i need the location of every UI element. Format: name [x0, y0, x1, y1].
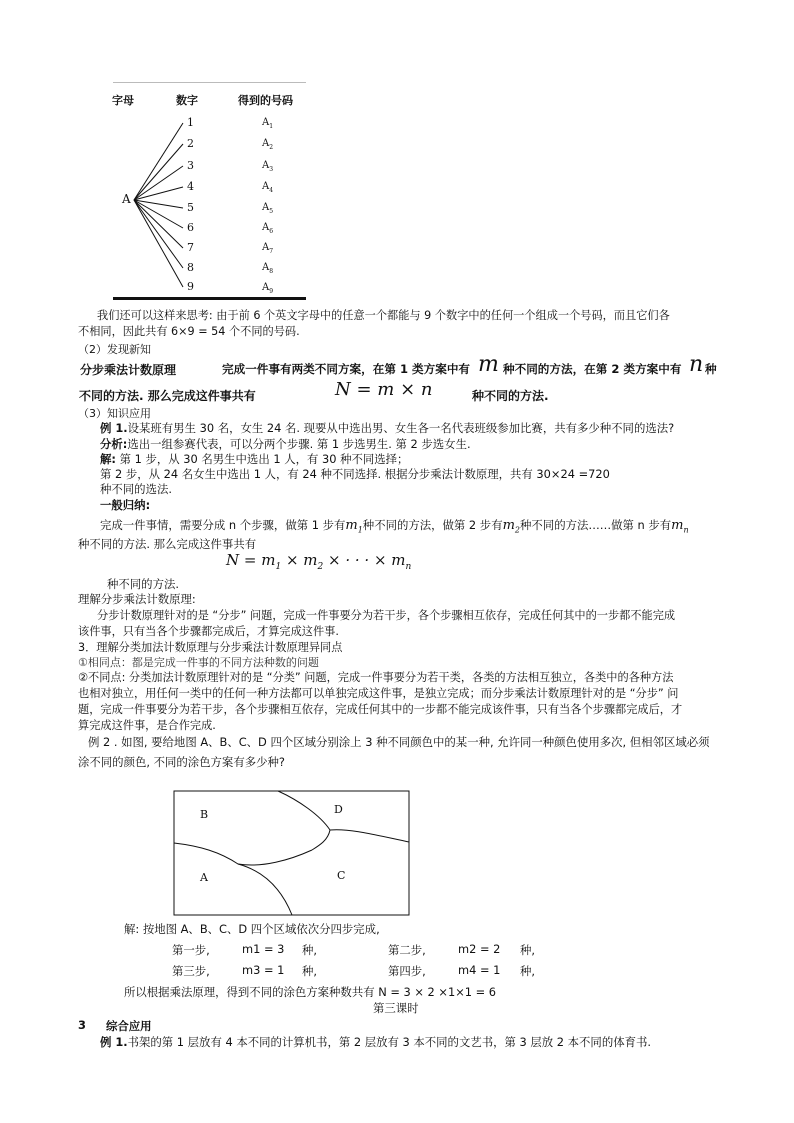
principle-text-2: 种不同的方法，在第 2 类方案中有 — [503, 362, 682, 376]
general-formula: $N = m_1 \times m_2$ × · · · × $m_n$ — [226, 551, 412, 572]
analysis-text: 选出一组参赛代表，可以分两个步骤. 第 1 步选男生. 第 2 步选女生. — [127, 437, 471, 451]
understand-line-2: 该件事，只有当各个步骤都完成后，才算完成这件事. — [78, 625, 339, 638]
compare-diff-4: 算完成这件事，是合作完成. — [78, 719, 216, 732]
section-2-heading: （2）发现新知 — [78, 343, 151, 356]
step-2-value: m2 = 2 — [458, 942, 501, 956]
section-comprehensive-number: 3 — [78, 1018, 86, 1032]
principle-n: n — [689, 352, 704, 377]
code-a7: $A_7$ — [262, 242, 274, 255]
compare-diff-3: 题，完成一件事要分为若干步，各个步骤相互依存，完成任何其中的一步都不能完成该件事，只有当各个步骤都完成后，才 — [78, 703, 683, 716]
example-3-text: 书架的第 1 层放有 4 本不同的计算机书，第 2 层放有 3 本不同的文艺书，第 3 层放 2 本不同的体育书. — [127, 1035, 652, 1049]
digit-9: 9 — [187, 280, 194, 293]
header-code: 得到的号码 — [238, 94, 293, 107]
understand-line-1: 分步计数原理针对的是 “分步” 问题，完成一件事要分为若干步，各个步骤相互依存，完成任何其中的一步都不能完成 — [97, 609, 676, 622]
digit-7: 7 — [187, 241, 194, 254]
example-3-line — [100, 1034, 651, 1050]
step-3-label: 第三步, — [172, 964, 210, 978]
compare-title: 3．理解分类加法计数原理与分步乘法计数原理异同点 — [78, 641, 343, 654]
step-3-unit: 种, — [302, 964, 318, 978]
solution-label: 解: — [100, 452, 116, 466]
code-a9: $A_9$ — [262, 282, 274, 295]
header-digit: 数字 — [176, 94, 198, 107]
code-a8: $A_8$ — [262, 262, 274, 275]
map-boundary-ac — [238, 864, 292, 915]
digit-2: 2 — [187, 137, 194, 150]
lesson-3-title: 第三课时 — [373, 1001, 419, 1015]
tree-root-label: A — [122, 192, 131, 206]
general-m2: $m_2$ — [502, 518, 521, 535]
code-a4: $A_4$ — [262, 181, 274, 194]
region-a-label: A — [200, 871, 208, 884]
example-3-label: 例 1. — [100, 1035, 128, 1049]
example-2-line-2: 涂不同的颜色, 不同的涂色方案有多少种? — [78, 755, 285, 769]
general-text-1b: 种不同的方法，做第 2 步有 — [362, 518, 503, 532]
digit-1: 1 — [187, 116, 194, 129]
understand-title: 理解分步乘法计数原理: — [78, 592, 196, 606]
digit-4: 4 — [187, 180, 194, 193]
region-d-label: D — [334, 803, 343, 816]
general-text-1a: 完成一件事情，需要分成 n 个步骤，做第 1 步有 — [100, 518, 346, 532]
step-2-unit: 种, — [520, 943, 536, 957]
code-a5: $A_5$ — [262, 202, 274, 215]
example-1-sol-3: 种不同的选法. — [100, 482, 172, 496]
digit-5: 5 — [187, 201, 194, 214]
analysis-label: 分析: — [100, 437, 128, 451]
region-b-label: B — [200, 808, 209, 821]
principle-line-2b: 种不同的方法. — [472, 389, 549, 403]
step-1-unit: 种, — [302, 943, 318, 957]
compare-diff-2: 也相对独立，用任何一类中的任何一种方法都可以单独完成这件事，是独立完成；而分步乘法计数原理针对的是 “分步” 问 — [78, 687, 679, 700]
general-mn: $m_n$ — [671, 518, 689, 535]
header-letter: 字母 — [112, 94, 134, 107]
step-2-label: 第二步, — [388, 943, 426, 957]
digit-8: 8 — [187, 261, 194, 274]
map-boundary-dc — [330, 830, 409, 842]
region-c-label: C — [337, 869, 346, 882]
digit-6: 6 — [187, 221, 194, 234]
general-line-2: 种不同的方法. 那么完成这件事共有 — [78, 537, 257, 551]
compare-same: ①相同点：都是完成一件事的不同方法种数的问题 — [78, 656, 319, 669]
general-line-3: 种不同的方法. — [107, 577, 179, 591]
think-line-1: 我们还可以这样来思考: 由于前 6 个英文字母中的任意一个都能与 9 个数字中的任何一个组成一个号码，而且它们各 — [97, 309, 670, 322]
step-1-label: 第一步, — [172, 943, 210, 957]
step-1-value: m1 = 3 — [242, 942, 285, 956]
general-m1: $m_1$ — [345, 518, 363, 535]
example-1-text: 设某班有男生 30 名，女生 24 名. 现要从中选出男、女生各一名代表班级参加比赛，共有多少种不同的选法? — [127, 421, 675, 435]
principle-text-3: 种 — [705, 362, 717, 376]
map-border — [174, 791, 409, 915]
example-1-label: 例 1. — [100, 421, 128, 435]
solution-line-1: 第 1 步，从 30 名男生中选出 1 人，有 30 种不同选择； — [119, 452, 409, 466]
example-1-sol-2: 第 2 步，从 24 名女生中选出 1 人，有 24 种不同选择. 根据分步乘法计数原理，共有 30×24 =720 — [100, 467, 610, 481]
step-4-unit: 种, — [520, 964, 536, 978]
map-boundary-ab — [174, 843, 312, 865]
section-comprehensive-title: 综合应用 — [106, 1019, 152, 1033]
map-boundary-bd — [278, 791, 330, 850]
step-3-value: m3 = 1 — [242, 963, 285, 977]
example-2-sol-intro: 解: 按地图 A、B、C、D 四个区域依次分四步完成, — [124, 922, 380, 936]
general-title: 一般归纳: — [100, 498, 151, 512]
principle-formula: N = m × n — [335, 379, 433, 400]
principle-line-2a: 不同的方法. 那么完成这件事共有 — [79, 389, 256, 403]
example-2-conclusion: 所以根据乘法原理，得到不同的涂色方案种数共有 N = 3 × 2 ×1×1 = 6 — [124, 985, 497, 999]
think-line-2: 不相同，因此共有 6×9 = 54 个不同的号码. — [78, 325, 300, 338]
principle-title: 分步乘法计数原理 — [80, 363, 177, 377]
principle-text-1: 完成一件事有两类不同方案，在第 1 类方案中有 — [222, 362, 471, 376]
code-a3: $A_3$ — [262, 160, 274, 173]
code-a1: $A_1$ — [262, 117, 274, 130]
principle-m: m — [478, 352, 499, 377]
section-3-heading: （3）知识应用 — [78, 407, 151, 420]
code-a6: $A_6$ — [262, 222, 274, 235]
step-4-value: m4 = 1 — [458, 963, 501, 977]
compare-diff-1: ②不同点: 分类加法计数原理针对的是 “分类” 问题，完成一件事要分为若干类，各类的方法相互独立，各类中的各种方法 — [78, 671, 674, 684]
code-a2: $A_2$ — [262, 138, 274, 151]
example-2-line-1: 例 2 . 如图, 要给地图 A、B、C、D 四个区域分别涂上 3 种不同颜色中的某一种, 允许同一种颜色使用多次, 但相邻区域必须 — [88, 735, 710, 749]
step-4-label: 第四步, — [388, 964, 426, 978]
digit-3: 3 — [187, 159, 194, 172]
general-text-1c: 种不同的方法……做第 n 步有 — [520, 518, 672, 532]
